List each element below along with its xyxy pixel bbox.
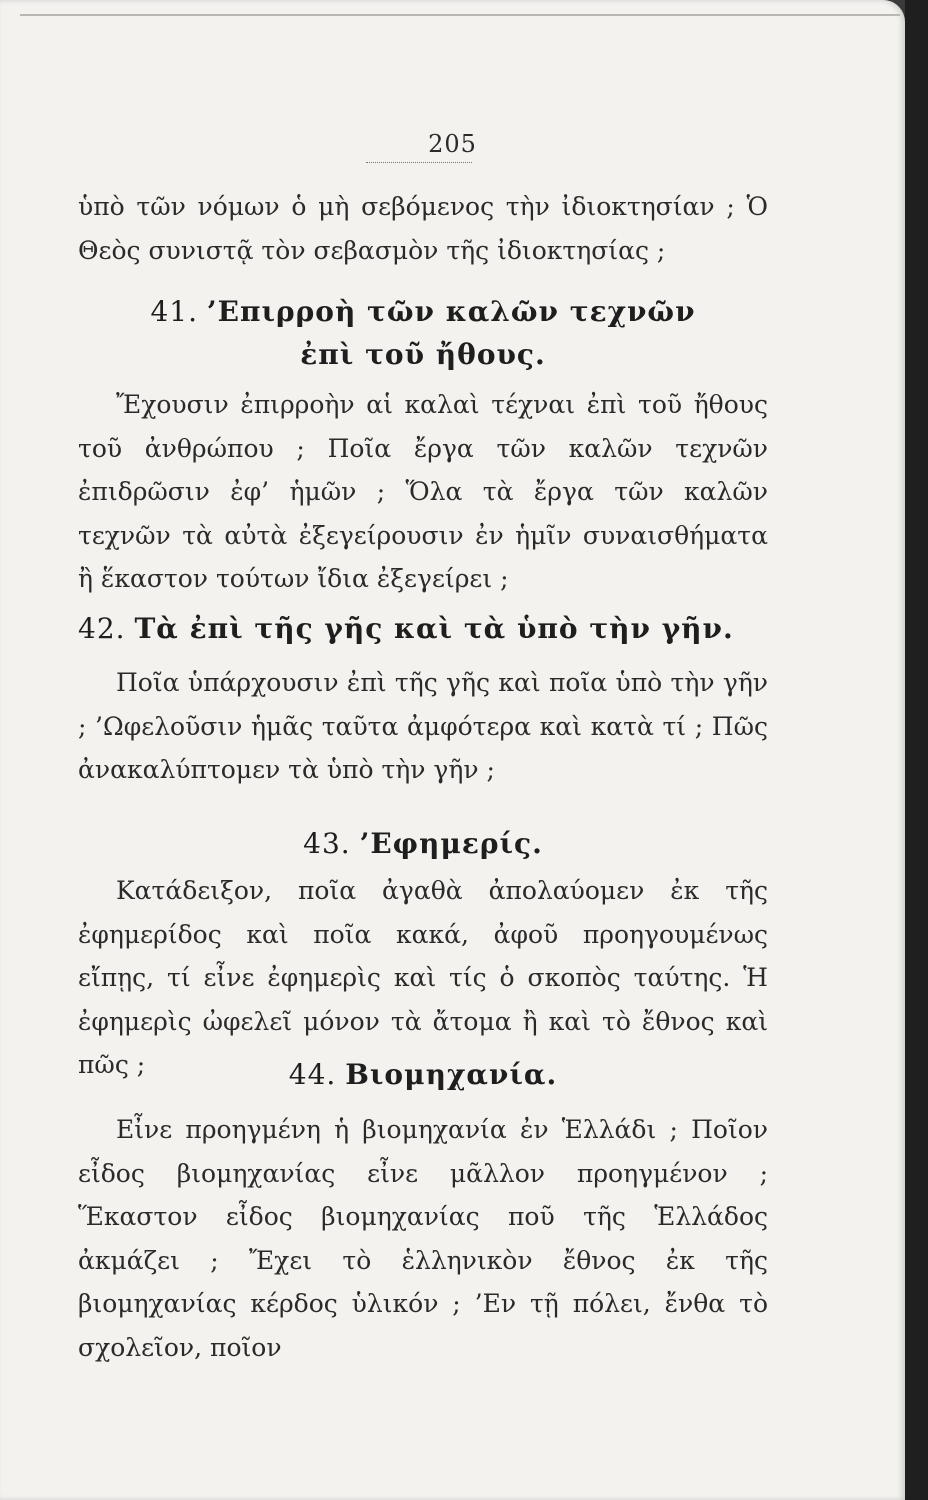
section-41-title-line1: ’Επιρροὴ τῶν καλῶν τεχνῶν <box>206 295 696 328</box>
section-42-body: Ποῖα ὑπάρχουσιν ἐπὶ τῆς γῆς καὶ ποῖα ὑπὸ τὴν γῆν ; ’Ωφελοῦσιν ἡμᾶς ταῦτα ἀμφότερα καὶ κατὰ τί ; Πῶς ἀνακαλύπτομεν τὰ ὑπὸ τὴν γῆν ; <box>78 668 768 784</box>
section-44-body: Εἶνε προηγμένη ἡ βιομηχανία ἐν Ἑλλάδι ; Ποῖον εἶδος βιομηχανίας εἶνε μᾶλλον προηγμένον ; Ἕκαστον εἶδος βιομηχανίας ποῦ τῆς Ἑλλάδος ἀκμάζει ; Ἔχει τὸ ἑλληνικὸν ἔθνος ἐκ τῆς βιομηχανίας κέρδος ὑλικόν ; ’Εν τῇ πόλει, ἔνθα τὸ σχολεῖον, ποῖον <box>78 1115 768 1362</box>
section-44-heading <box>78 1053 768 1097</box>
continuation-paragraph: ὑπὸ τῶν νόμων ὁ μὴ σεβόμενος τὴν ἰδιοκτησίαν ; Ὁ Θεὸς συνιστᾷ τὸν σεβασμὸν τῆς ἰδιοκτησίας ; <box>78 192 768 265</box>
section-41-heading <box>78 290 768 334</box>
section-41-number: 41. <box>150 295 198 328</box>
section-43-body: Κατάδειξον, ποῖα ἀγαθὰ ἀπολαύομεν ἐκ τῆς ἐφημερίδος καὶ ποῖα κακά, ἀφοῦ προηγουμένως εἴπῃς, τί εἶνε ἐφημερὶς καὶ τίς ὁ σκοπὸς ταύτης. Ἡ ἐφημερὶς ὠφελεῖ μόνον τὰ ἄτομα ἢ καὶ τὸ ἔθνος καὶ πῶς ; <box>78 876 768 1079</box>
top-rule <box>20 14 900 16</box>
section-43-number: 43. <box>303 827 351 860</box>
section-43-title: ’Εφημερίς. <box>359 827 543 860</box>
section-42-number: 42. <box>78 612 126 645</box>
section-41-title-line2: ἐπὶ τοῦ ἤθους. <box>300 338 546 371</box>
page-number-rule <box>366 162 472 163</box>
section-42-title: Τὰ ἐπὶ τῆς γῆς καὶ τὰ ὑπὸ τὴν γῆν. <box>134 612 734 645</box>
section-42-heading <box>78 607 768 651</box>
scan-edge <box>905 0 928 1500</box>
section-44-number: 44. <box>288 1058 337 1091</box>
section-43-heading <box>78 822 768 866</box>
page-number: 205 <box>428 130 477 158</box>
section-41-body: Ἔχουσιν ἐπιρροὴν αἱ καλαὶ τέχναι ἐπὶ τοῦ ἤθους τοῦ ἀνθρώπου ; Ποῖα ἔργα τῶν καλῶν τεχνῶν ἐπιδρῶσιν ἐφ’ ἡμῶν ; Ὅλα τὰ ἔργα τῶν καλῶν τεχνῶν τὰ αὐτὰ ἐξεγείρουσιν ἐν ἡμῖν συναισθήματα ἢ ἕκαστον τούτων ἴδια ἐξεγείρει ; <box>78 390 768 593</box>
section-41-heading-line2 <box>78 333 768 377</box>
section-44-title: Βιομηχανία. <box>345 1058 558 1091</box>
